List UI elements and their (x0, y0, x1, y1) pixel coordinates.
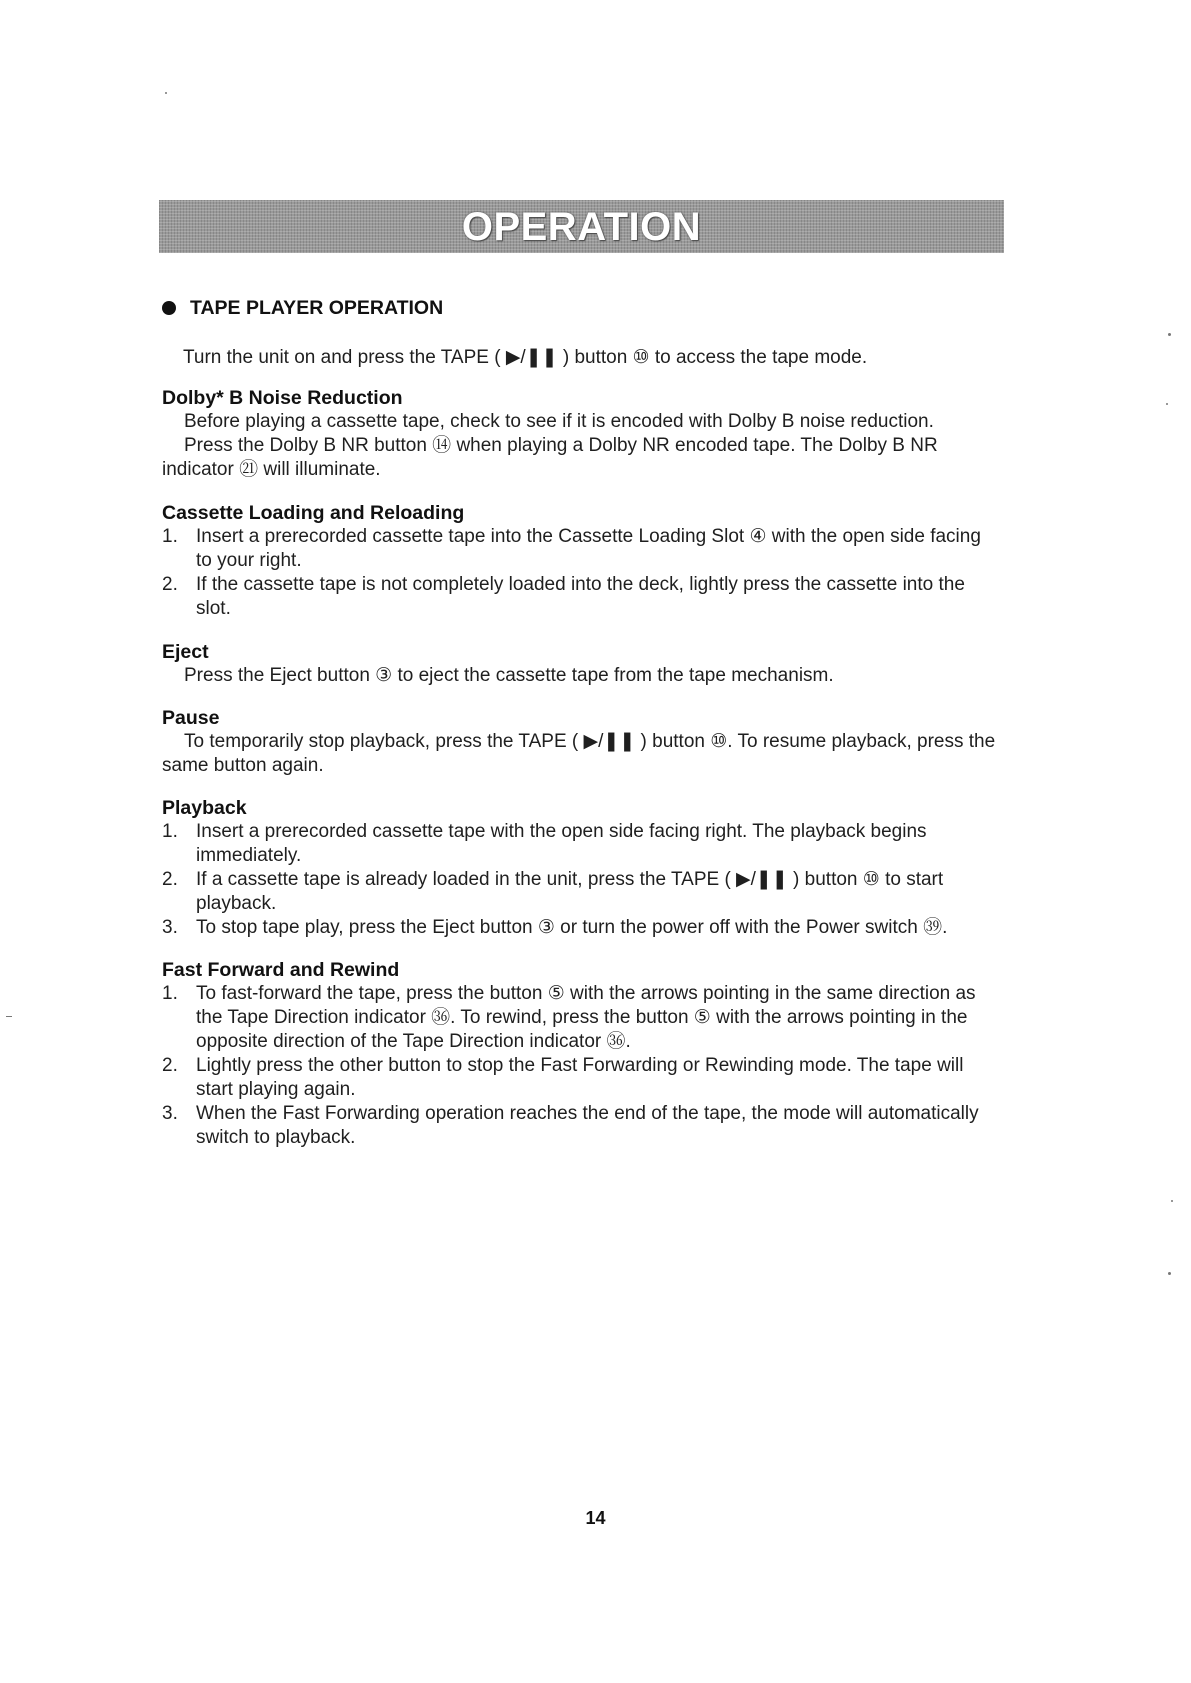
cassette-section (162, 501, 1002, 621)
list-text: To stop tape play, press the Eject button ③ or turn the power off with the Power switch ㊴. (196, 917, 948, 938)
dolby-title: Dolby* B Noise Reduction (162, 387, 403, 409)
eject-title: Eject (162, 641, 209, 663)
list-item (162, 1054, 1002, 1102)
page-number: 14 (585, 1508, 606, 1528)
section-banner (159, 200, 1004, 253)
dolby-paragraph-2: Press the Dolby B NR button ⑭ when playing a Dolby NR encoded tape. The Dolby B NR indicator ㉑ will illuminate. (162, 435, 938, 480)
dolby-section (162, 386, 1002, 482)
list-text: When the Fast Forwarding operation reaches the end of the tape, the mode will automatically switch to playback. (196, 1103, 979, 1148)
list-text: Lightly press the other button to stop the Fast Forwarding or Rewinding mode. The tape will start playing again. (196, 1055, 964, 1100)
list-text: To fast-forward the tape, press the button ⑤ with the arrows pointing in the same direction as the Tape Direction indicator ㊱. To rewind, press the button ⑤ with the arrows pointing in the opposite direction of the Tape Direction indicator ㊱. (196, 983, 976, 1052)
ffrew-title: Fast Forward and Rewind (162, 959, 400, 981)
list-item (162, 1102, 1002, 1150)
cassette-title: Cassette Loading and Reloading (162, 502, 465, 524)
banner-title: OPERATION (461, 204, 702, 249)
pause-paragraph: To temporarily stop playback, press the TAPE ( ▶/❚❚ ) button ⑩. To resume playback, press the same button again. (162, 731, 996, 776)
section-heading-text: TAPE PLAYER OPERATION (190, 297, 444, 319)
list-number: 3. (162, 1103, 178, 1124)
list-text: Insert a prerecorded cassette tape with the open side facing right. The playback begins immediately. (196, 821, 927, 866)
list-number: 1. (162, 526, 178, 547)
list-text: Insert a prerecorded cassette tape into the Cassette Loading Slot ④ with the open side facing to your right. (196, 526, 981, 571)
playback-list (162, 820, 1002, 940)
list-item (162, 982, 1002, 1054)
list-number: 1. (162, 821, 178, 842)
playback-title: Playback (162, 797, 247, 819)
intro-text: Turn the unit on and press the TAPE ( ▶/❚❚ ) button ⑩ to access the tape mode. (183, 347, 868, 368)
scan-speck (6, 1016, 12, 1017)
section-heading (162, 296, 1002, 320)
list-number: 2. (162, 574, 178, 595)
pause-title: Pause (162, 707, 220, 729)
list-number: 2. (162, 1055, 178, 1076)
scan-speck (1168, 1272, 1171, 1275)
pause-section (162, 706, 1002, 778)
scan-speck (165, 92, 167, 94)
scan-speck (1171, 1200, 1173, 1202)
list-text: If a cassette tape is already loaded in the unit, press the TAPE ( ▶/❚❚ ) button ⑩ to start playback. (196, 869, 944, 914)
ffrew-list (162, 982, 1002, 1150)
list-item (162, 916, 1002, 940)
scan-speck (1166, 403, 1168, 405)
eject-section (162, 640, 1002, 688)
scan-speck (1168, 333, 1171, 336)
list-text: If the cassette tape is not completely loaded into the deck, lightly press the cassette into the slot. (196, 574, 965, 619)
cassette-list (162, 525, 1002, 621)
ffrew-section (162, 958, 1002, 1150)
list-item (162, 820, 1002, 868)
list-item (162, 525, 1002, 573)
playback-section (162, 796, 1002, 940)
bullet-icon (162, 301, 176, 315)
main-content (162, 296, 1002, 1150)
list-number: 3. (162, 917, 178, 938)
list-number: 2. (162, 869, 178, 890)
list-number: 1. (162, 983, 178, 1004)
list-item (162, 868, 1002, 916)
dolby-paragraph-1: Before playing a cassette tape, check to see if it is encoded with Dolby B noise reduction. (184, 411, 934, 432)
list-item (162, 573, 1002, 621)
eject-paragraph: Press the Eject button ③ to eject the cassette tape from the tape mechanism. (184, 665, 834, 686)
